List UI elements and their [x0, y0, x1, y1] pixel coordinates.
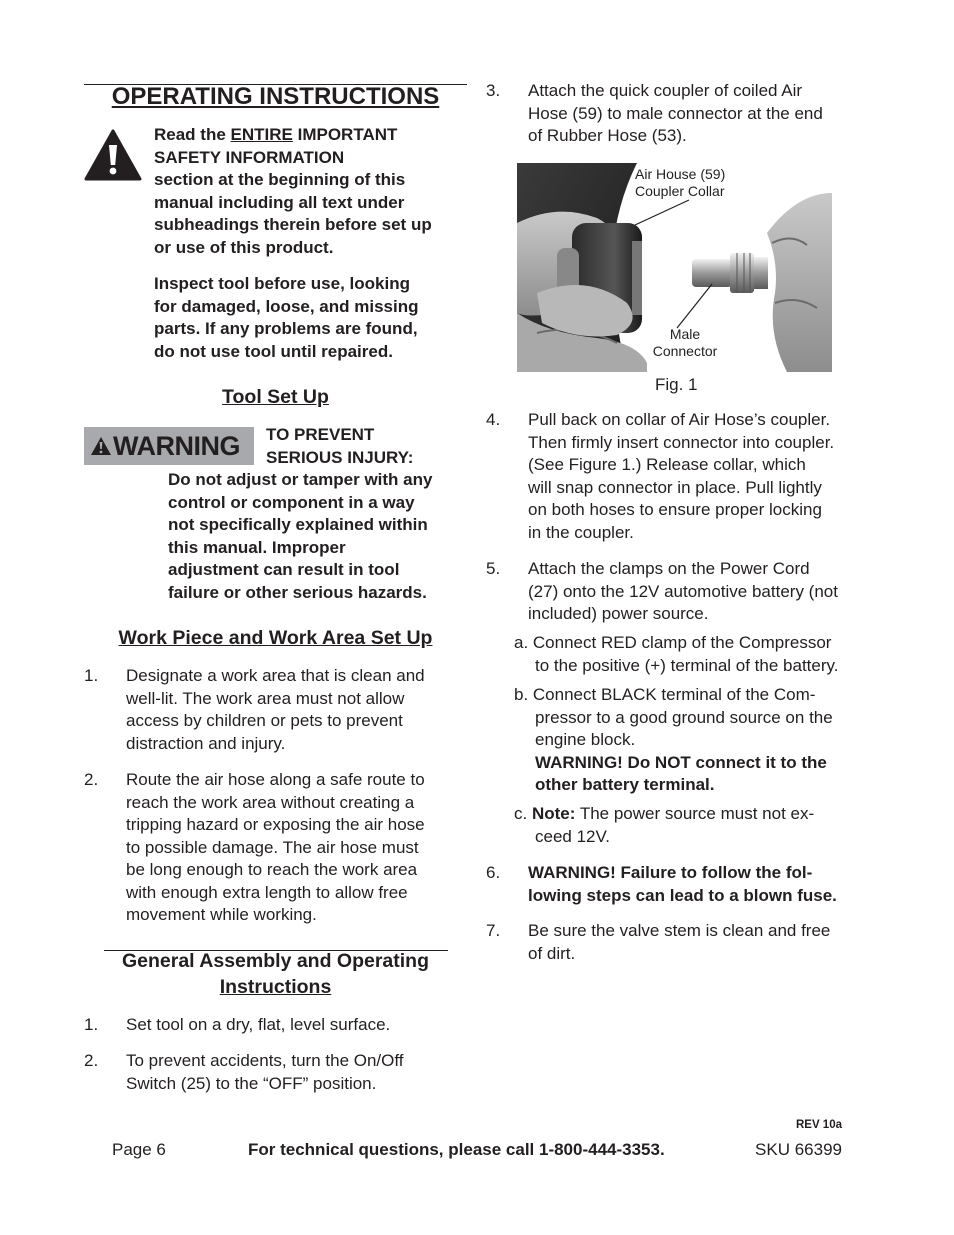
- figure-label-coupler: Air House (59) Coupler Collar: [635, 166, 726, 199]
- safety-notice: Read the ENTIRE IMPORTANT SAFETY INFORMATION section at the beginning of this manual including all text under subheadings therein before set up or use of this product. Inspect tool before use, looking for damaged, loose, and missing parts. If any problems are found, do not use tool until repaired.: [154, 125, 432, 361]
- list-item: 1. Set tool on a dry, flat, level surface.: [84, 1015, 391, 1034]
- list-item: 5. Attach the clamps on the Power Cord (27) onto the 12V automotive battery (not included) power source.: [486, 559, 838, 623]
- tool-setup-heading: Tool Set Up: [222, 386, 329, 408]
- list-item: 3. Attach the quick coupler of coiled Air Hose (59) to male connector at the end of Rubber Hose (53).: [486, 81, 823, 145]
- sub-item-b: b. Connect BLACK terminal of the Com- pressor to a good ground source on the engine block. WARNING! Do NOT connect it to the other battery terminal.: [514, 685, 833, 794]
- work-area-heading: Work Piece and Work Area Set Up: [118, 627, 433, 649]
- figure-label-connector: Male Connector: [652, 326, 718, 359]
- list-item: 6. WARNING! Failure to follow the fol- lowing steps can lead to a blown fuse.: [486, 863, 837, 905]
- sku-label: SKU 66399: [755, 1140, 842, 1159]
- sub-item-c: c. Note: The power source must not ex- ceed 12V.: [514, 804, 815, 846]
- caution-triangle-icon: [84, 128, 142, 182]
- list-item: 1. Designate a work area that is clean and well-lit. The work area must not allow access by children or pets to prevent distraction and injury.: [84, 666, 425, 753]
- warning-text: Do not adjust or tamper with any control or component in a way not specifically explained within this manual. Improper adjustment can result in tool failure or other serious hazards.: [168, 470, 433, 602]
- figure-caption: Fig. 1: [655, 375, 698, 394]
- list-item: 4. Pull back on collar of Air Hose’s coupler. Then firmly insert connector into coupler. (See Figure 1.) Release collar, which will snap connector in place. Pull lightly on both hoses to ensure proper locking in the coupler.: [486, 410, 835, 542]
- revision-label: REV 10a: [795, 1119, 842, 1131]
- page-number: Page 6: [112, 1140, 166, 1159]
- tech-support-line: For technical questions, please call 1-800-444-3353.: [248, 1140, 665, 1159]
- list-item: 7. Be sure the valve stem is clean and free of dirt.: [486, 921, 831, 963]
- sub-item-a: a. Connect RED clamp of the Compressor to the positive (+) terminal of the battery.: [514, 633, 839, 675]
- warning-triangle-icon: [90, 436, 112, 456]
- warning-badge: WARNING: [84, 427, 254, 465]
- warning-heading: TO PREVENT SERIOUS INJURY:: [266, 425, 414, 467]
- list-item: 2. To prevent accidents, turn the On/Off Switch (25) to the “OFF” position.: [84, 1051, 404, 1093]
- page-title: OPERATING INSTRUCTIONS: [111, 83, 440, 110]
- list-item: 2. Route the air hose along a safe route to reach the work area without creating a tripping hazard or exposing the air hose to possible damage. The air hose must be long enough to reach the work area with enough extra length to allow free movement while working.: [84, 770, 425, 924]
- general-assembly-heading: General Assembly and Operating Instructions: [121, 950, 430, 998]
